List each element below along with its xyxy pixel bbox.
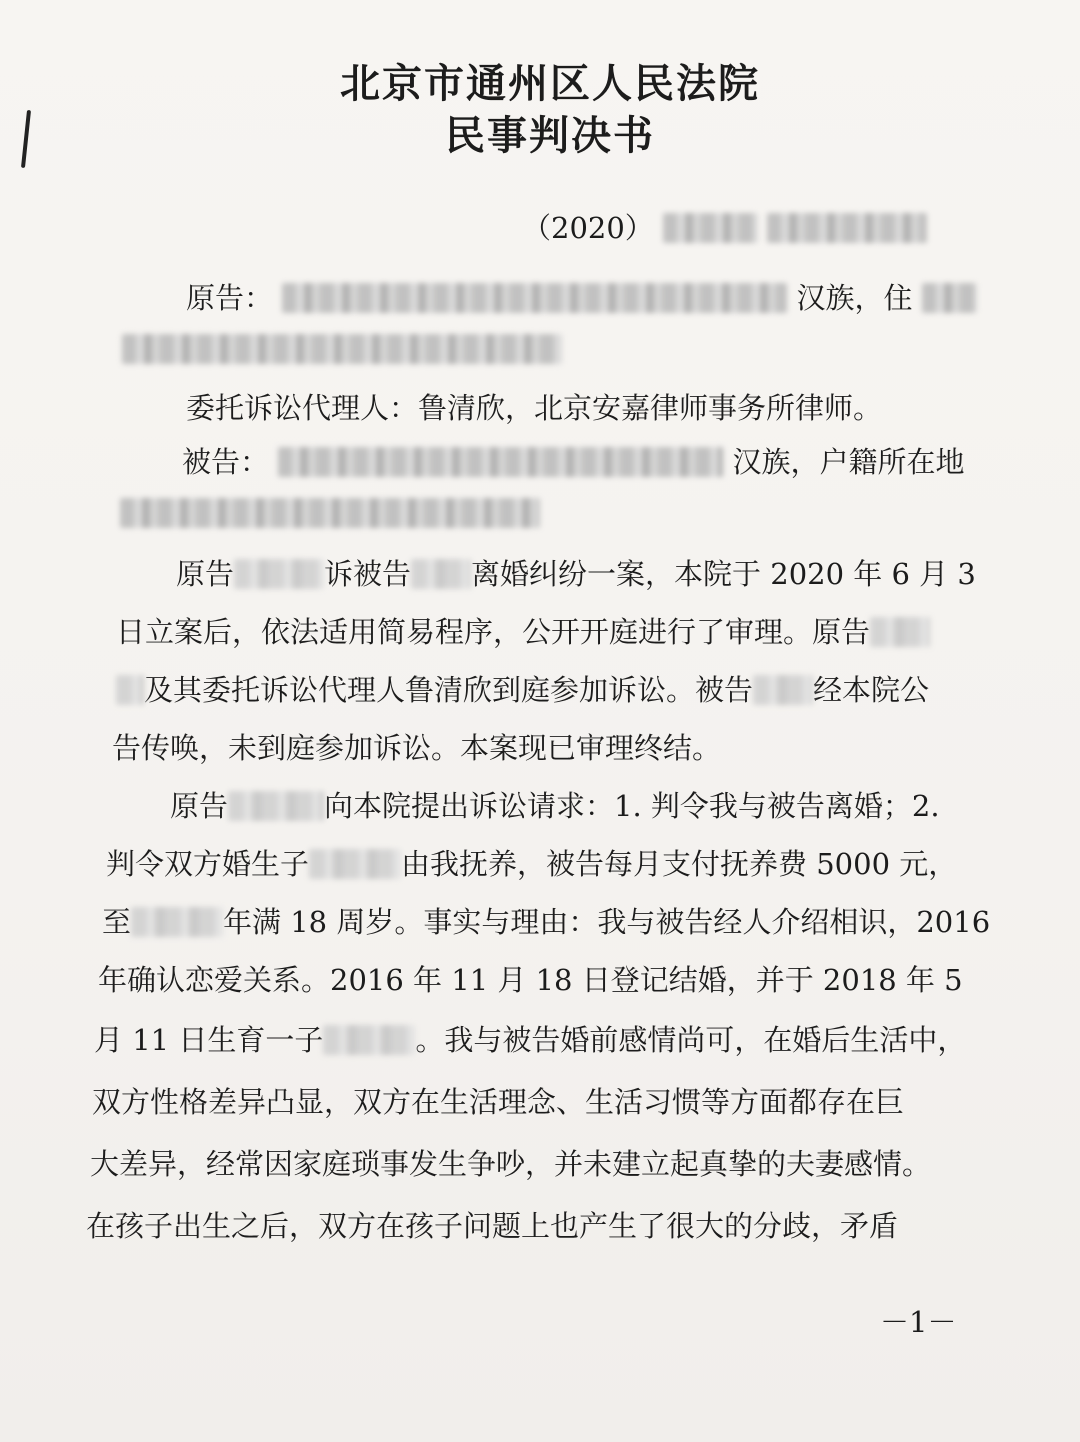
agent-line: 委托诉讼代理人：鲁清欣，北京安嘉律师事务所律师。: [186, 391, 883, 425]
plaintiff-address-line: [122, 332, 562, 366]
redacted-address: [120, 498, 540, 528]
paragraph-2-line-2: 判令双方婚生子 由我抚养，被告每月支付抚养费 5000 元，: [106, 847, 958, 881]
paragraph-2-line-4: 年确认恋爱关系。2016 年 11 月 18 日登记结婚，并于 2018 年 5: [98, 963, 963, 997]
document-type: 民事判决书: [445, 112, 655, 159]
redacted-name: [323, 1025, 415, 1055]
paragraph-2-line-5: 月 11 日生育一子 。我与被告婚前感情尚可，在婚后生活中，: [94, 1023, 967, 1057]
redacted-name: [228, 791, 324, 821]
redacted-case-number: [767, 213, 927, 243]
redacted-name: [753, 675, 813, 705]
redacted-case-number: [663, 213, 758, 243]
paragraph-2-line-1: 原告 向本院提出诉讼请求：1. 判令我与被告离婚；2.: [170, 789, 940, 823]
paragraph-2-line-7: 大差异，经常因家庭琐事发生争吵，并未建立起真挚的夫妻感情。: [90, 1147, 932, 1181]
plaintiff-line: 原告： 汉族，住: [186, 276, 977, 317]
paragraph-2-line-6: 双方性格差异凸显，双方在生活理念、生活习惯等方面都存在巨: [92, 1085, 905, 1119]
paragraph-1-line-3: 及其委托诉讼代理人鲁清欣到庭参加诉讼。被告 经本院公: [116, 668, 929, 709]
redacted-address: [122, 334, 562, 364]
case-year: （2020）: [522, 211, 654, 245]
paragraph-2-line-3: 至 年满 18 周岁。事实与理由：我与被告经人介绍相识，2016: [102, 905, 991, 939]
redacted-name: [309, 849, 401, 879]
redacted-plaintiff-info: [282, 283, 787, 313]
paragraph-1-line-1: 原告 诉被告 离婚纠纷一案，本院于 2020 年 6 月 3: [176, 557, 976, 591]
case-number: [522, 206, 927, 247]
paragraph-2-line-8: 在孩子出生之后，双方在孩子问题上也产生了很大的分歧，矛盾: [86, 1209, 899, 1243]
redacted-defendant-info: [278, 447, 723, 477]
defendant-line: 被告： 汉族，户籍所在地: [182, 445, 965, 479]
defendant-address-line: [120, 496, 540, 530]
redacted-name: [116, 675, 144, 705]
paragraph-1-line-2: 日立案后，依法适用简易程序，公开开庭进行了审理。原告: [116, 610, 930, 651]
redacted-address: [922, 283, 977, 313]
page-number: －1－: [880, 1305, 957, 1339]
paragraph-1-line-4: 告传唤，未到庭参加诉讼。本案现已审理终结。: [112, 731, 722, 765]
court-name: 北京市通州区人民法院: [340, 60, 760, 107]
redacted-name: [411, 559, 471, 589]
redacted-name: [234, 559, 324, 589]
redacted-year: [131, 907, 223, 937]
redacted-name: [870, 617, 930, 647]
